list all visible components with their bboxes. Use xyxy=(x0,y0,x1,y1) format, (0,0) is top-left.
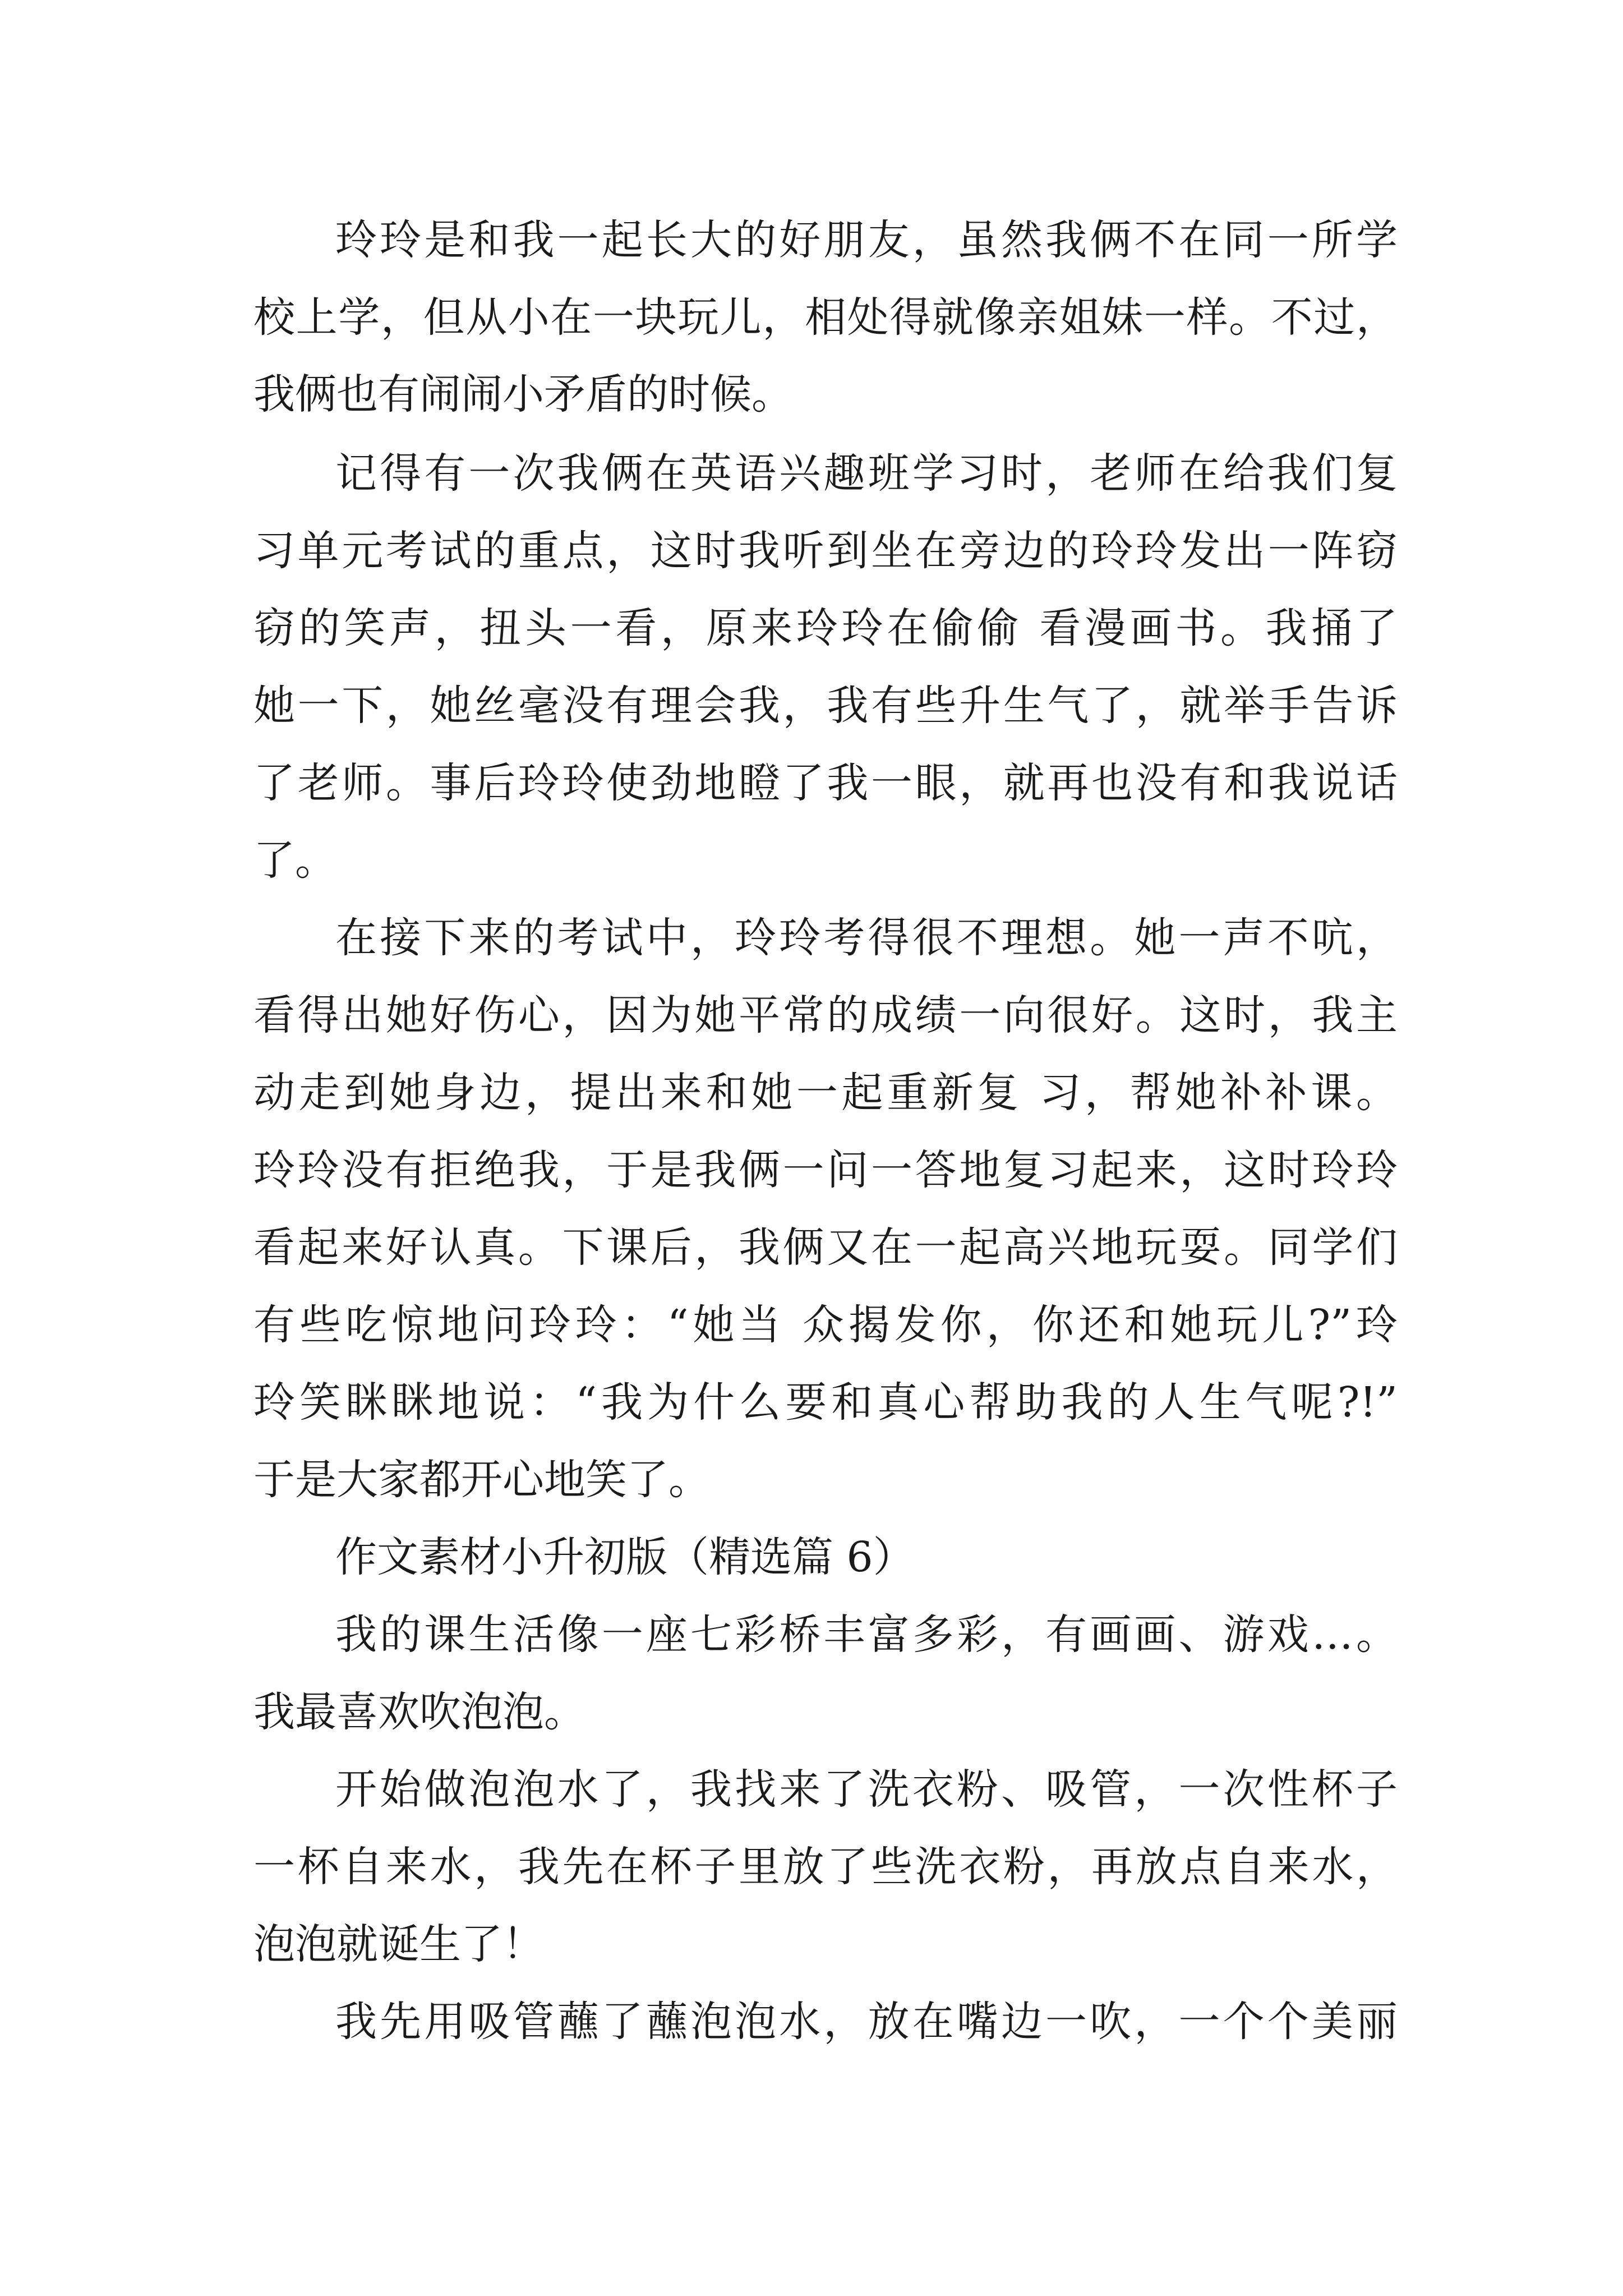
text-line: 记得有一次我俩在英语兴趣班学习时，老师在给我们复 xyxy=(335,449,1398,498)
text-line: 看得出她好伤心，因为她平常的成绩一向很好。这时，我主 xyxy=(253,991,1398,1039)
text-line: 有些吃惊地问玲玲：“她当 众揭发你，你还和她玩儿?”玲 xyxy=(253,1301,1398,1349)
text-line: 动走到她身边，提出来和她一起重新复 习，帮她补补课。 xyxy=(253,1069,1398,1117)
text-line: 窃的笑声，扭头一看，原来玲玲在偷偷 看漫画书。我捅了 xyxy=(253,604,1398,652)
section-heading: 作文素材小升初版（精选篇 6） xyxy=(335,1533,915,1581)
text-line: 我的课生活像一座七彩桥丰富多彩，有画画、游戏…。 xyxy=(335,1611,1398,1659)
text-line: 开始做泡泡水了，我找来了洗衣粉、吸管，一次性杯子 xyxy=(335,1765,1398,1814)
text-line: 我最喜欢吹泡泡。 xyxy=(253,1688,585,1736)
text-line: 泡泡就诞生了！ xyxy=(253,1920,544,1968)
text-line: 了。 xyxy=(253,836,336,885)
text-line: 校上学，但从小在一块玩儿，相处得就像亲姐妹一样。不过， xyxy=(253,293,1398,342)
text-line: 玲玲没有拒绝我，于是我俩一问一答地复习起来，这时玲玲 xyxy=(253,1146,1398,1194)
text-line: 我先用吸管蘸了蘸泡泡水，放在嘴边一吹，一个个美丽 xyxy=(335,1998,1398,2046)
text-line: 我俩也有闹闹小矛盾的时候。 xyxy=(253,370,793,418)
text-line: 看起来好认真。下课后，我俩又在一起高兴地玩耍。同学们 xyxy=(253,1223,1398,1272)
text-line: 在接下来的考试中，玲玲考得很不理想。她一声不吭， xyxy=(335,914,1398,962)
text-line: 玲笑眯眯地说：“我为什么要和真心帮助我的人生气呢?!” xyxy=(253,1378,1398,1427)
text-line: 她一下，她丝毫没有理会我，我有些升生气了，就举手告诉 xyxy=(253,682,1398,730)
text-line: 了老师。事后玲玲使劲地瞪了我一眼，就再也没有和我说话 xyxy=(253,759,1398,807)
text-line: 玲玲是和我一起长大的好朋友，虽然我俩不在同一所学 xyxy=(335,216,1398,264)
text-line: 于是大家都开心地笑了。 xyxy=(253,1456,710,1504)
text-line: 习单元考试的重点，这时我听到坐在旁边的玲玲发出一阵窃 xyxy=(253,527,1398,575)
text-line: 一杯自来水，我先在杯子里放了些洗衣粉，再放点自来水， xyxy=(253,1843,1398,1891)
